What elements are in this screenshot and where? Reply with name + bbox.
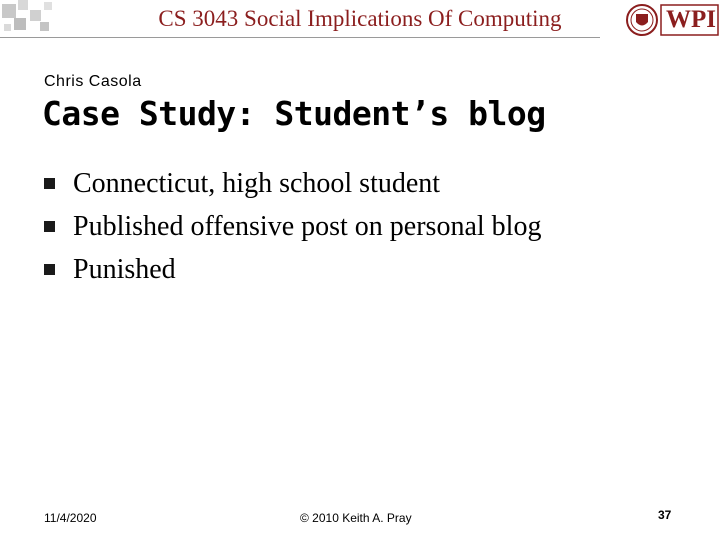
slide-title: Case Study: Student’s blog — [42, 94, 546, 133]
page-number: 37 — [658, 508, 672, 522]
wpi-logo — [625, 2, 720, 38]
square-bullet-icon — [44, 221, 55, 232]
course-title: CS 3043 Social Implications Of Computing — [158, 6, 562, 31]
square-bullet-icon — [44, 264, 55, 275]
header-divider — [0, 37, 600, 38]
wpi-logo-text: WPI — [666, 6, 716, 33]
footer-date: 11/4/2020 — [44, 511, 97, 525]
square-bullet-icon — [44, 178, 55, 189]
list-item — [44, 162, 541, 205]
list-item — [44, 205, 541, 248]
list-item — [44, 248, 541, 291]
bullet-text: Connecticut, high school student — [73, 167, 441, 199]
footer-copyright: © 2010 Keith A. Pray — [300, 511, 412, 525]
bullet-text: Punished — [73, 253, 176, 285]
bullet-text: Published offensive post on personal blog — [73, 210, 542, 242]
bullet-list — [44, 162, 541, 291]
author-name: Chris Casola — [44, 73, 142, 90]
